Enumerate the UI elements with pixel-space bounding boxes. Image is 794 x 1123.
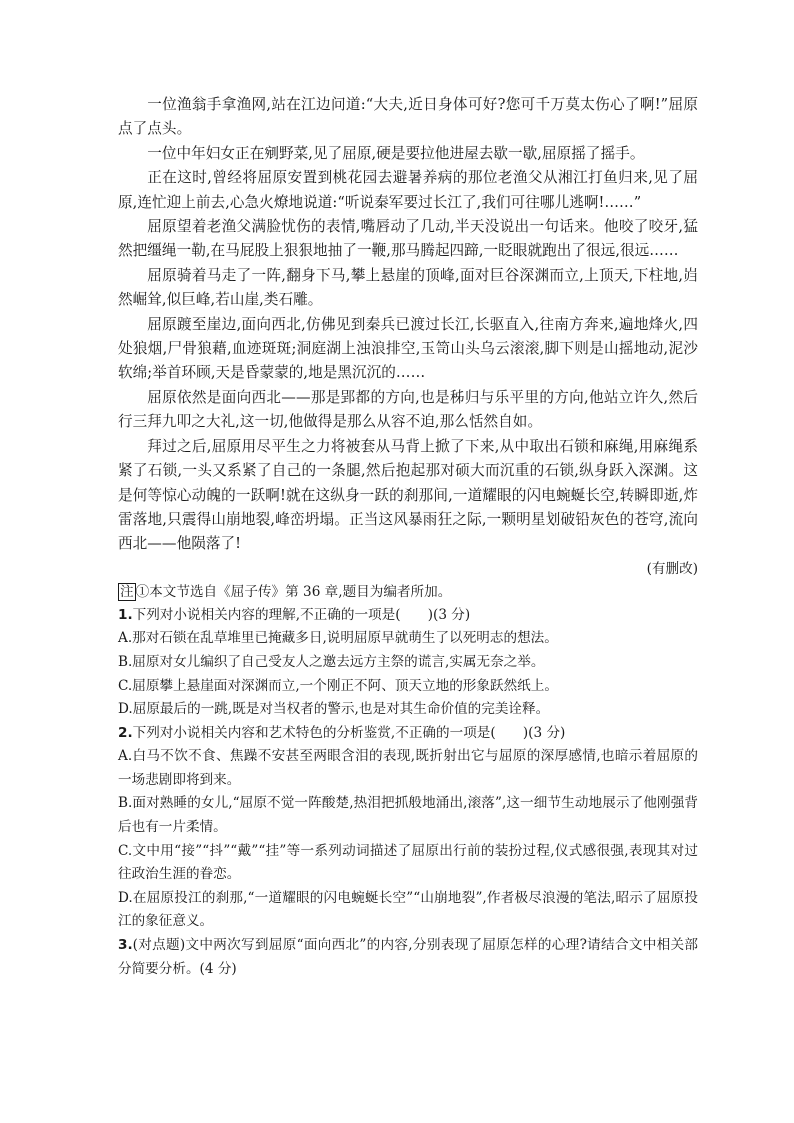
option-d: D.在屈原投江的刹那,“一道耀眼的闪电蜿蜒长空”“山崩地裂”,作者极尽浪漫的笔法,昭示了屈原投江的象征意义。 (118, 889, 698, 930)
source-note: (有删改) (646, 560, 698, 577)
question-stem (118, 604, 698, 628)
passage-paragraph: 正在这时,曾经将屈原安置到桃花园去避暑养病的那位老渔父从湘江打鱼归来,见了屈原,连忙迎上前去,心急火燎地说道:“听说秦军要过长江了,我们可往哪儿逃啊!……” (118, 169, 698, 211)
passage-paragraph: 一位渔翁手拿渔网,站在江边问道:“大夫,近日身体可好?您可千万莫太伤心了啊!”屈原点了点头。 (118, 96, 698, 138)
question-text: 下列对小说相关内容的理解,不正确的一项是( )(3 分) (132, 606, 471, 623)
question-3 (118, 934, 698, 981)
question-stem (118, 722, 698, 746)
question-text: 下列对小说相关内容和艺术特色的分析鉴赏,不正确的一项是( )(3 分) (132, 724, 566, 741)
question-stem (118, 934, 698, 981)
option-c: C.屈原攀上悬崖面对深渊而立,一个刚正不阿、顶天立地的形象跃然纸上。 (118, 677, 558, 694)
question-2 (118, 722, 698, 934)
passage-paragraph: 屈原依然是面向西北——那是郢都的方向,也是秭归与乐平里的方向,他站立许久,然后行三拜九叩之大礼,这一切,他做得是那么从容不迫,那么恬然自如。 (118, 388, 698, 431)
question-text: (对点题)文中两次写到屈原“面向西北”的内容,分别表现了屈原怎样的心理?请结合文中相关部分简要分析。(4 分) (118, 937, 698, 977)
option-d: D.屈原最后的一跳,既是对当权者的警示,也是对其生命价值的完美诠释。 (118, 701, 550, 718)
question-number: 3. (118, 937, 133, 954)
passage (118, 93, 698, 557)
document-page (118, 93, 698, 981)
option-a: A.那对石锁在乱草堆里已掩藏多日,说明屈原早就萌生了以死明志的想法。 (118, 630, 558, 647)
footnote-text: ①本文节选自《屈子传》第 36 章,题目为编者所加。 (135, 583, 452, 600)
passage-paragraph: 屈原望着老渔父满脸忧伤的表情,嘴唇动了几动,半天没说出一句话来。他咬了咬牙,猛然把缰绳一勒,在马屁股上狠狠地抽了一鞭,那马腾起四蹄,一眨眼就跑出了很远,很远…… (118, 218, 698, 260)
question-number: 1. (118, 606, 133, 623)
passage-paragraph: 一位中年妇女正在剜野菜,见了屈原,硬是要拉他进屋去歇一歇,屈原摇了摇手。 (147, 144, 645, 162)
option-a: A.白马不饮不食、焦躁不安甚至两眼含泪的表现,既折射出它与屈原的深厚感情,也暗示着屈原的一场悲剧即将到来。 (118, 748, 698, 788)
option-c: C.文中用“接”“抖”“戴”“挂”等一系列动词描述了屈原出行前的装扮过程,仪式感很强,表现其对过往政治生涯的眷恋。 (118, 842, 698, 883)
option-b: B.面对熟睡的女儿,“屈原不觉一阵酸楚,热泪把抓般地涌出,滚落”,这一细节生动地展示了他刚强背后也有一片柔情。 (118, 795, 698, 836)
option-b: B.屈原对女儿编织了自己受友人之邀去远方主祭的谎言,实属无奈之举。 (118, 653, 545, 670)
note-marker: 注 (120, 583, 134, 600)
passage-paragraph: 屈原踱至崖边,面向西北,仿佛见到秦兵已渡过长江,长驱直入,往南方奔来,遍地烽火,四处狼烟,尸骨狼藉,血迹斑斑;洞庭湖上浊浪排空,玉笥山头乌云滚滚,脚下则是山摇地动,泥沙软绵;举首环顾,天是昏蒙蒙的,地是黑沉沉的…… (118, 315, 698, 382)
footnote (118, 581, 698, 604)
passage-paragraph: 拜过之后,屈原用尽平生之力将被套从马背上掀了下来,从中取出石锁和麻绳,用麻绳系紧了石锁,一头又系紧了自己的一条腿,然后抱起那对硕大而沉重的石锁,纵身跃入深渊。这是何等惊心动魄的一跃啊!就在这纵身一跃的刹那间,一道耀眼的闪电蜿蜒长空,转瞬即逝,炸雷落地,只震得山崩地裂,峰峦坍塌。正当这风暴雨狂之际,一颗明星划破铅灰色的苍穹,流向西北——他陨落了! (118, 437, 698, 553)
passage-paragraph: 屈原骑着马走了一阵,翻身下马,攀上悬崖的顶峰,面对巨谷深渊而立,上顶天,下柱地,岿然崛耸,似巨峰,若山崖,类石雕。 (118, 266, 698, 309)
question-1 (118, 604, 698, 722)
question-number: 2. (118, 724, 133, 741)
